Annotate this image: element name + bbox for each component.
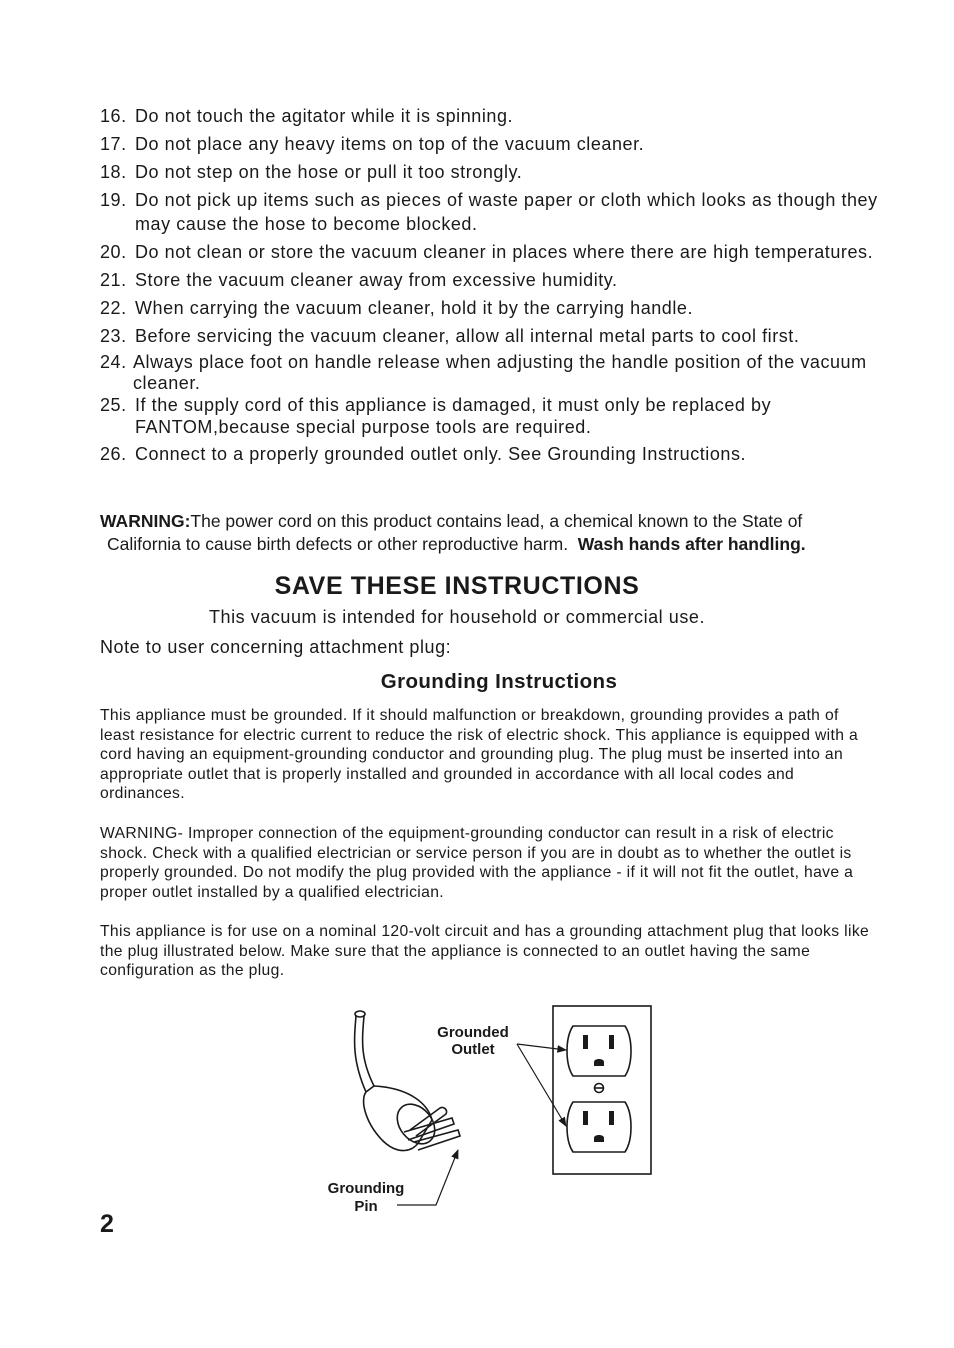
- warning-label: WARNING:: [100, 511, 191, 531]
- item-number: 24.: [100, 352, 127, 372]
- item-number: 23.: [100, 326, 127, 346]
- pin-arrow: [397, 1150, 458, 1205]
- outlet-ground-hole: [594, 1059, 604, 1066]
- item-text: Do not place any heavy items on top of the vacuum cleaner.: [135, 134, 645, 154]
- item-text: Always place foot on handle release when adjusting the handle position of the vacuum cleaner.: [133, 352, 867, 393]
- item-text: Connect to a properly grounded outlet only. See Grounding Instructions.: [135, 444, 747, 464]
- outlet-slot: [583, 1111, 588, 1125]
- leader-lines: [397, 1044, 566, 1205]
- item-number: 17.: [100, 134, 127, 154]
- item-number: 18.: [100, 162, 127, 182]
- item-number: 21.: [100, 270, 127, 290]
- grounding-pin-label-line1: Grounding: [327, 1180, 405, 1197]
- item-text: If the supply cord of this appliance is damaged, it must only be replaced by FANTOM,because special purpose tools are required.: [135, 395, 772, 437]
- outlet-arrow-bottom: [517, 1044, 566, 1126]
- item-text: When carrying the vacuum cleaner, hold it by the carrying handle.: [135, 298, 694, 318]
- outlet-plate: [553, 1006, 651, 1174]
- save-instructions-heading: SAVE THESE INSTRUCTIONS: [274, 572, 640, 600]
- grounded-outlet-label-line1: Grounded: [437, 1024, 509, 1041]
- item-text: Store the vacuum cleaner away from excessive humidity.: [135, 270, 618, 290]
- grounding-paragraph-3: This appliance is for use on a nominal 120-volt circuit and has a grounding attachment plug that looks like the plug illustrated below. Make sure that the appliance is connected to an outlet having the same configuration as the plug.: [100, 923, 870, 980]
- outlet-receptacle-top: [567, 1026, 631, 1076]
- plug-face: [390, 1097, 443, 1151]
- power-cord-edge: [363, 1016, 374, 1086]
- outlet-illustration: [553, 1006, 651, 1174]
- item-text: Do not clean or store the vacuum cleaner in places where there are high temperatures.: [135, 242, 874, 262]
- grounding-pin-label-line2: Pin: [354, 1198, 378, 1215]
- item-number: 20.: [100, 242, 127, 262]
- item-number: 26.: [100, 444, 127, 464]
- grounding-paragraph-1: This appliance must be grounded. If it should malfunction or breakdown, grounding provides a path of least resistance for electric current to reduce the risk of electric shock. This appliance is equipped with a cord having an equipment-grounding conductor and grounding plug. The plug must be inserted into an appropriate outlet that is properly installed and grounded in accordance with all local codes and ordinances.: [100, 707, 859, 803]
- outlet-slot: [609, 1035, 614, 1049]
- grounded-outlet-label-line2: Outlet: [451, 1041, 495, 1058]
- item-number: 25.: [100, 395, 127, 415]
- grounding-paragraph-2: WARNING- Improper connection of the equipment-grounding conductor can result in a risk of electric shock. Check with a qualified electrician or service person if you are in doubt as to whether the outlet is properly grounded. Do not modify the plug provided with the appliance - if it will not fit the outlet, have a proper outlet installed by a qualified electrician.: [100, 825, 854, 901]
- item-number: 22.: [100, 298, 127, 318]
- outlet-slot: [583, 1035, 588, 1049]
- outlet-slot: [609, 1111, 614, 1125]
- outlet-ground-hole: [594, 1135, 604, 1142]
- item-number: 16.: [100, 106, 127, 126]
- cord-end: [355, 1011, 365, 1017]
- attachment-plug-note: Note to user concerning attachment plug:: [100, 637, 452, 657]
- warning-emphasis: Wash hands after handling.: [577, 534, 806, 554]
- item-text: Do not pick up items such as pieces of waste paper or cloth which looks as though they may cause the hose to become blocked.: [135, 190, 878, 234]
- warning-text: The power cord on this product contains lead, a chemical known to the State of: [190, 511, 803, 531]
- item-text: Do not touch the agitator while it is spinning.: [135, 106, 514, 126]
- item-number: 19.: [100, 190, 127, 210]
- outlet-arrow-top: [517, 1044, 566, 1050]
- grounding-heading: Grounding Instructions: [380, 670, 618, 693]
- item-text: Do not step on the hose or pull it too strongly.: [135, 162, 523, 182]
- outlet-receptacle-bottom: [567, 1102, 631, 1152]
- intended-use-text: This vacuum is intended for household or commercial use.: [208, 607, 706, 627]
- page-number: 2: [100, 1210, 114, 1238]
- item-text: Before servicing the vacuum cleaner, allow all internal metal parts to cool first.: [135, 326, 800, 346]
- warning-text-continued: California to cause birth defects or other reproductive harm.: [107, 534, 569, 554]
